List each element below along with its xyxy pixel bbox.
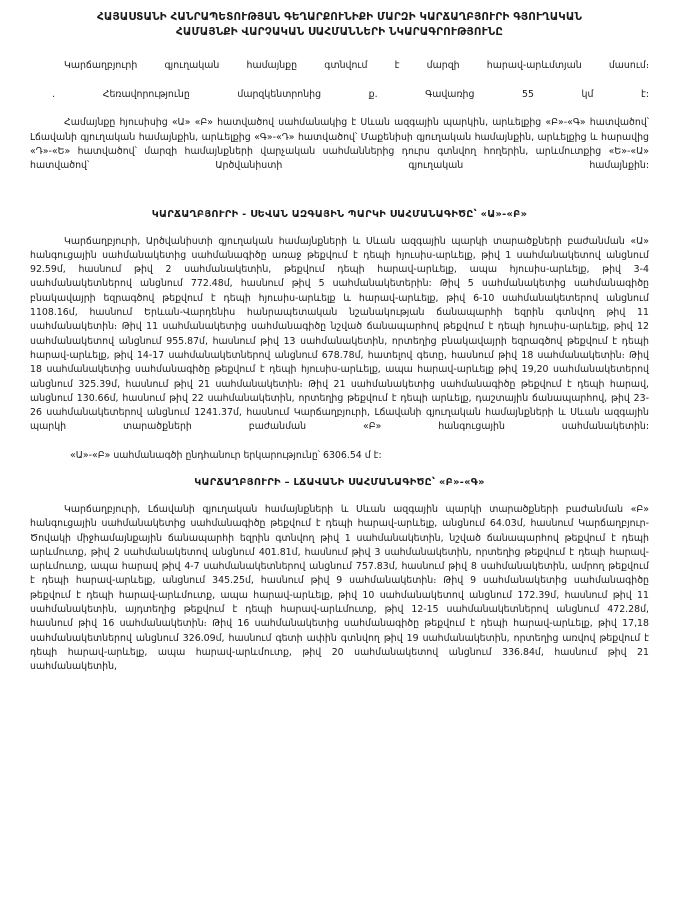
document-title-line-2: ՀԱՄԱՅՆՔԻ ՎԱՐՉԱԿԱՆ ՍԱՀՄԱՆՆԵՐԻ ՆԿԱՐԱԳՐՈՒԹՅՈՒՆԸ [176, 26, 503, 39]
document-title [30, 10, 649, 40]
section-1-length-note: «Ա»-«Բ» սահմանագծի ընդհանուր երկարությունը՝ 6306.54 մ է: [70, 449, 382, 461]
section-2-body: Կարճաղբյուրի, Լճավանի գյուղական համայնքների և Սևան ազգային պարկի տարածքների բաժանման «Բ» հանգուցային սահմանակետից սահմանագիծը թեքվում է դեպի հարավ-արևելք, անցնում 64.03մ, հասնում Կարճաղբյուր-Ծովակի միջհամայնքային ճանապարհի եզրին գտնվող թիվ 1 սահմանակետին, նշված ճանապարհով թեքվում է դեպի արևմուտք, թիվ 2 սահմանակետով անցնում 401.81մ, հասնում թիվ 3 սահմանակետին, որտեղից թեքվում է դեպի հարավ-արևմուտք, ապա հարավ թիվ 4-7 սահմանակետներով անցնում 757.83մ, հասնում թիվ 8 սահմանակետին, ամրող թեքվում է դեպի հարավ-արևելք, անցնում 345.25մ, հասնում թիվ 9 սահմանակետին։ Թիվ 9 սահմանակետից սահմանագիծը թեքվում է դեպի հարավ-արևմուտք, ապա հարավ-արևելք, թիվ 10 սահմանակետով անցնում 172.39մ, հասնում թիվ 11 սահմանակետին, այդտեղից թեքվում է դեպի հարավ-արևմուտք, թիվ 12-15 սահմանակետներով անցնում 472.28մ, հասնում թիվ 16 սահմանակետին։ Թիվ 16 սահմանակետից սահմանագիծը թեքվում է դեպի հարավ-արևելք, թիվ 17,18 սահմանակետներով անցնում 326.09մ, հասնում գետի ափին գտնվող թիվ 19 սահմանակետին, որտեղից առվով թեքվում է դեպի հարավ-արևելք, ապա հարավ-արևմուտք, թիվ 20 սահմանակետով անցնում 336.84մ, հասնում թիվ 21 սահմանակետին, [30, 503, 649, 673]
spacer-after-title [30, 42, 649, 59]
spacer-before-section-1 [30, 188, 649, 208]
intro-paragraph-1: Կարճաղբյուրի գյուղական համայնքը գտնվում է մարզի հարավ-արևմտյան մասում։ [64, 60, 649, 72]
intro-paragraph-3: Համայնքը հյուսիսից «Ա» «Բ» հատվածով սահմանակից է Սևան ազգային պարկին, արևելքից «Բ»-«Գ» հատվածով՝ Լճավանի գյուղական համայնքին, արևելքից «Գ»-«Դ» հատվածով՝ Մաքենիսի գյուղական համայնքին, արևելքից և հարավից «Դ»-«Ե» հատվածով՝ մարզի համայնքների վարչական սահմաններից դուրս գտնվող հողերին, արևմուտքից «Ե»-«Ա» հատվածով՝ Արծվանիստի գյուղական համայնքին: [30, 117, 649, 172]
spacer-after-section-1-heading [30, 222, 649, 235]
section-1-body: Կարճաղբյուրի, Արծվանիստի գյուղական համայնքների և Սևան ազգային պարկի տարածքների բաժանման «Ա» հանգուցային սահմանակետից սահմանագիծը առաջ թեքվում է դեպի հյուսիս-արևելք, թիվ 1 սահմանակետով անցնում 92.59մ, հասնում թիվ 2 սահմանակետին, թեքվում դեպի հարավ-արևելք, ապա հյուսիս-արևելք, թիվ 3-4 սահմանակետներով անցնում 772.48մ, հասնում թիվ 5 սահմանակետերին: Թիվ 5 սահմանակետից սահմանագիծը բնակավայրի եզրագծով թեքվում է դեպի հյուսիս-արևելք և հարավ-արևելք, թիվ 6-10 սահմանակետերով անցնում 1108.16մ, հասնում Երևան-Վարդենիս հանրապետական նշանակության ճանապարհի եզրին գտնվող թիվ 11 սահմանակետին։ Թիվ 11 սահմանակետից սահմանագիծը նշված ճանապարհով թեքվում է դեպի հյուսիս-արևելք, թիվ 12 սահմանակետով անցնում 955.87մ, հասնում թիվ 13 սահմանակետին, որտեղից բնակավայրի եզրագծով թեքվում է դեպի հարավ-արևելք, թիվ 14-17 սահմանակետներով անցնում 678.78մ, հատելով գետը, հասնում թիվ 18 սահմանակետին։ Թիվ 18 սահմանակետից սահմանագիծը թեքվում է դեպի հյուսիս-արևելք, ապա հարավ-արևելք թիվ 19,20 սահմանակետերով անցնում 325.39մ, հասնում թիվ 21 սահմանակետին։ Թիվ 21 սահմանակետից սահմանագիծը թեքվում է դեպի հարավ, անցնում 130.66մ, հասնում թիվ 22 սահմանակետին, որտեղից թեքվում է դեպի արևելք, դաշտային ճանապարհով, թիվ 23-26 սահմանակետերով անցնում 1241.37մ, հասնում Կարճաղբյուրի, Լճավանի գյուղական համայնքների և Սևան ազգային պարկի տարածքների բաժանման «Բ» հանգուցային սահմանակետին: [30, 235, 649, 433]
spacer-before-section-2 [30, 463, 649, 476]
document-title-line-1: ՀԱՅԱՍՏԱՆԻ ՀԱՆՐԱՊԵՏՈՒԹՅԱՆ ԳԵՂԱՐՔՈՒՆԻՔԻ ՄԱՐԶԻ ԿԱՐՃԱՂԲՅՈՒՐԻ ԳՅՈՒՂԱԿԱՆ [96, 11, 583, 23]
intro-paragraph-2: ․ Հեռավորությունը մարզկենտրոնից ք. Գավառից 55 կմ է: [52, 88, 649, 100]
spacer-after-section-2-heading [30, 490, 649, 503]
section-1-heading: ԿԱՐՃԱՂԲՅՈՒՐԻ - ՍԵՎԱՆ ԱԶԳԱՅԻՆ ՊԱՐԿԻ ՍԱՀՄԱՆԱԳԻԾԸ՝ «Ա»-«Բ» [151, 208, 528, 220]
section-2-heading: ԿԱՐՃԱՂԲՅՈՒՐԻ – ԼՃԱՎԱՆԻ ՍԱՀՄԱՆԱԳԻԾԸ՝ «Բ»-«Գ» [194, 477, 485, 489]
